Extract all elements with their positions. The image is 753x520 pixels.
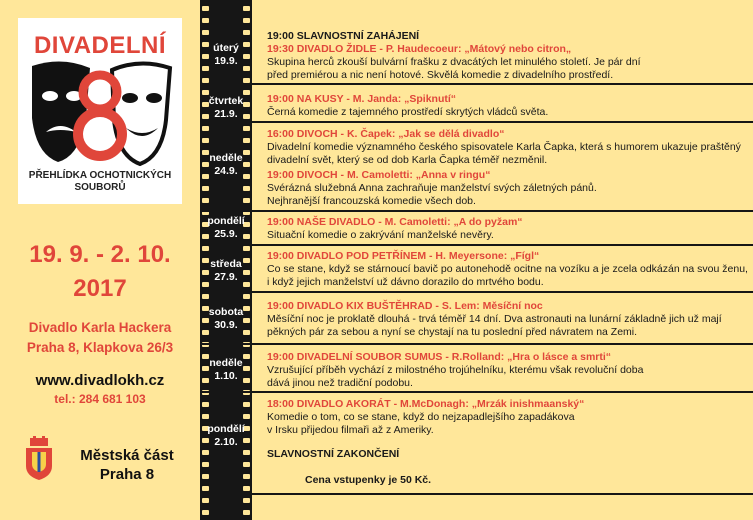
event-title: 19:00 DIVADLO POD PETŘÍNEM - H. Meyersone: „Fígl“	[267, 250, 540, 262]
event-title: 18:00 DIVADLO AKORÁT - M.McDonagh: „Mrzák inishmaanský“	[267, 398, 585, 410]
film-perforation-hole	[202, 402, 209, 407]
day-divider	[200, 83, 753, 85]
film-perforation-hole	[202, 414, 209, 419]
event-title: 19:00 NAŠE DIVADLO - M. Camoletti: „A do pyžam“	[267, 216, 523, 228]
day-divider	[200, 121, 753, 123]
day-label: neděle 24.9.	[209, 152, 243, 177]
film-perforation-hole	[243, 450, 250, 455]
event-description: Nejhranější francouzská komedie všech dob.	[267, 195, 476, 207]
logo-subtitle: PŘEHLÍDKA OCHOTNICKÝCH SOUBORŮ	[28, 170, 172, 193]
film-perforation-hole	[202, 198, 209, 203]
event-description: Měsíční noc je proklatě dlouhá - trvá téměř 14 dní. Dva astronauti na lunární základně jich už mají	[267, 313, 722, 325]
festival-info-panel	[0, 0, 200, 520]
film-perforation-hole	[202, 18, 209, 23]
film-perforation-hole	[243, 18, 250, 23]
film-perforation-hole	[202, 294, 209, 299]
day-label: sobota 30.9.	[208, 306, 244, 331]
event-description: Komedie o tom, co se stane, když do nejzapadlejšího zapadákova	[267, 411, 575, 423]
district-name: Městská část Praha 8	[80, 447, 174, 483]
day-divider	[200, 343, 753, 345]
day-divider	[200, 391, 753, 393]
film-perforation-hole	[243, 294, 250, 299]
event-description: Skupina herců zkouší bulvární frašku z dvacátých let minulého století. Je pár dní	[267, 56, 641, 68]
film-perforation-hole	[202, 474, 209, 479]
theatre-masks-icon	[24, 58, 176, 170]
film-perforation-hole	[202, 126, 209, 131]
film-perforation-hole	[243, 474, 250, 479]
film-perforation-hole	[243, 186, 250, 191]
day-divider	[200, 493, 753, 495]
event-description: divadelní svět, který se od dob Karla Čapka téměř nezměnil.	[267, 154, 548, 166]
event-description: Černá komedie z tajemného prostředí skrytých vládců světa.	[267, 106, 549, 118]
film-perforation-hole	[202, 30, 209, 35]
film-perforation-hole	[243, 462, 250, 467]
film-perforation-hole	[243, 126, 250, 131]
film-perforation-hole	[243, 498, 250, 503]
event-title: 19:00 DIVADLO KIX BUŠTĚHRAD - S. Lem: Měsíční noc	[267, 300, 543, 312]
film-perforation-hole	[243, 30, 250, 35]
ticket-price: Cena vstupenky je 50 Kč.	[305, 474, 432, 486]
film-perforation-hole	[202, 138, 209, 143]
day-label: čtvrtek 21.9.	[208, 95, 244, 120]
film-perforation-hole	[243, 138, 250, 143]
opening-ceremony: 19:00 SLAVNOSTNÍ ZAHÁJENÍ	[267, 30, 420, 42]
date-range: 19. 9. - 2. 10.	[29, 241, 171, 268]
day-divider	[200, 291, 753, 293]
day-label: úterý 19.9.	[213, 42, 239, 67]
film-perforation-hole	[202, 510, 209, 515]
event-title: 19:30 DIVADLO ŽIDLE - P. Haudecoeur: „Mátový nebo citron„	[267, 43, 572, 55]
event-description: před premiérou a nic není hotové. Skvělá komedie z divadelního prostředí.	[267, 69, 614, 81]
event-title: 19:00 NA KUSY - M. Janda: „Spiknutí“	[267, 93, 457, 105]
coat-of-arms-icon	[24, 436, 54, 480]
film-strip-day-column	[200, 0, 252, 520]
film-perforation-hole	[243, 510, 250, 515]
event-description: Vzrušující příběh vychází z milostného trojúhelníku, kterému však revoluční doba	[267, 364, 644, 376]
festival-logo	[18, 18, 182, 204]
festival-dates	[0, 238, 200, 306]
event-title: 19:00 DIVOCH - M. Camoletti: „Anna v ringu“	[267, 169, 491, 181]
event-title: 19:00 DIVADELNÍ SOUBOR SUMUS - R.Rolland: „Hra o lásce a smrti“	[267, 351, 612, 363]
day-label: středa 27.9.	[210, 258, 242, 283]
phone-number: tel.: 284 681 103	[54, 392, 146, 406]
day-label: neděle 1.10.	[209, 357, 243, 382]
event-description: Co se stane, když se stárnoucí bavič po autonehodě ocitne na vozíku a je zcela odkázán na svou ženu,	[267, 263, 748, 275]
event-description: v Irsku přijedou filmaři až z Ameriky.	[267, 424, 434, 436]
day-divider	[200, 210, 753, 212]
event-description: Divadelní komedie významného českého spisovatele Karla Čapka, která s humorem ukazuje praštěný	[267, 141, 741, 153]
event-description: i když jejich manželství už dávno dorazilo do mrtvého bodu.	[267, 276, 544, 288]
day-divider	[200, 244, 753, 246]
venue-name: Divadlo Karla Hackera	[28, 320, 172, 335]
film-perforation-hole	[243, 246, 250, 251]
film-perforation-hole	[202, 186, 209, 191]
film-perforation-hole	[243, 198, 250, 203]
event-description: Situační komedie o zakrývání manželské nevěry.	[267, 229, 494, 241]
logo-title: DIVADELNÍ	[33, 32, 167, 59]
website-link[interactable]: www.divadlokh.cz	[35, 372, 165, 389]
film-perforation-hole	[202, 6, 209, 11]
festival-year: 2017	[73, 275, 127, 302]
film-perforation-hole	[243, 6, 250, 11]
venue	[0, 318, 200, 358]
event-description: dává jinou než tradiční podobu.	[267, 377, 413, 389]
film-perforation-hole	[202, 498, 209, 503]
film-perforation-hole	[202, 246, 209, 251]
day-label: pondělí 2.10.	[207, 423, 245, 448]
closing-ceremony: SLAVNOSTNÍ ZAKONČENÍ	[267, 448, 400, 460]
film-perforation-hole	[202, 450, 209, 455]
film-perforation-hole	[202, 486, 209, 491]
event-description: Svérázná služebná Anna zachraňuje manželství svých záletných pánů.	[267, 182, 597, 194]
day-label: pondělí 25.9.	[207, 215, 245, 240]
film-perforation-hole	[202, 462, 209, 467]
film-perforation-hole	[243, 402, 250, 407]
film-perforation-hole	[243, 486, 250, 491]
event-title: 16:00 DIVOCH - K. Čapek: „Jak se dělá divadlo“	[267, 128, 505, 140]
film-perforation-hole	[243, 414, 250, 419]
event-description: pěkných pár za sebou a nyní se chystají na tu poslední před návratem na Zemi.	[267, 326, 638, 338]
venue-address: Praha 8, Klapkova 26/3	[26, 340, 174, 355]
